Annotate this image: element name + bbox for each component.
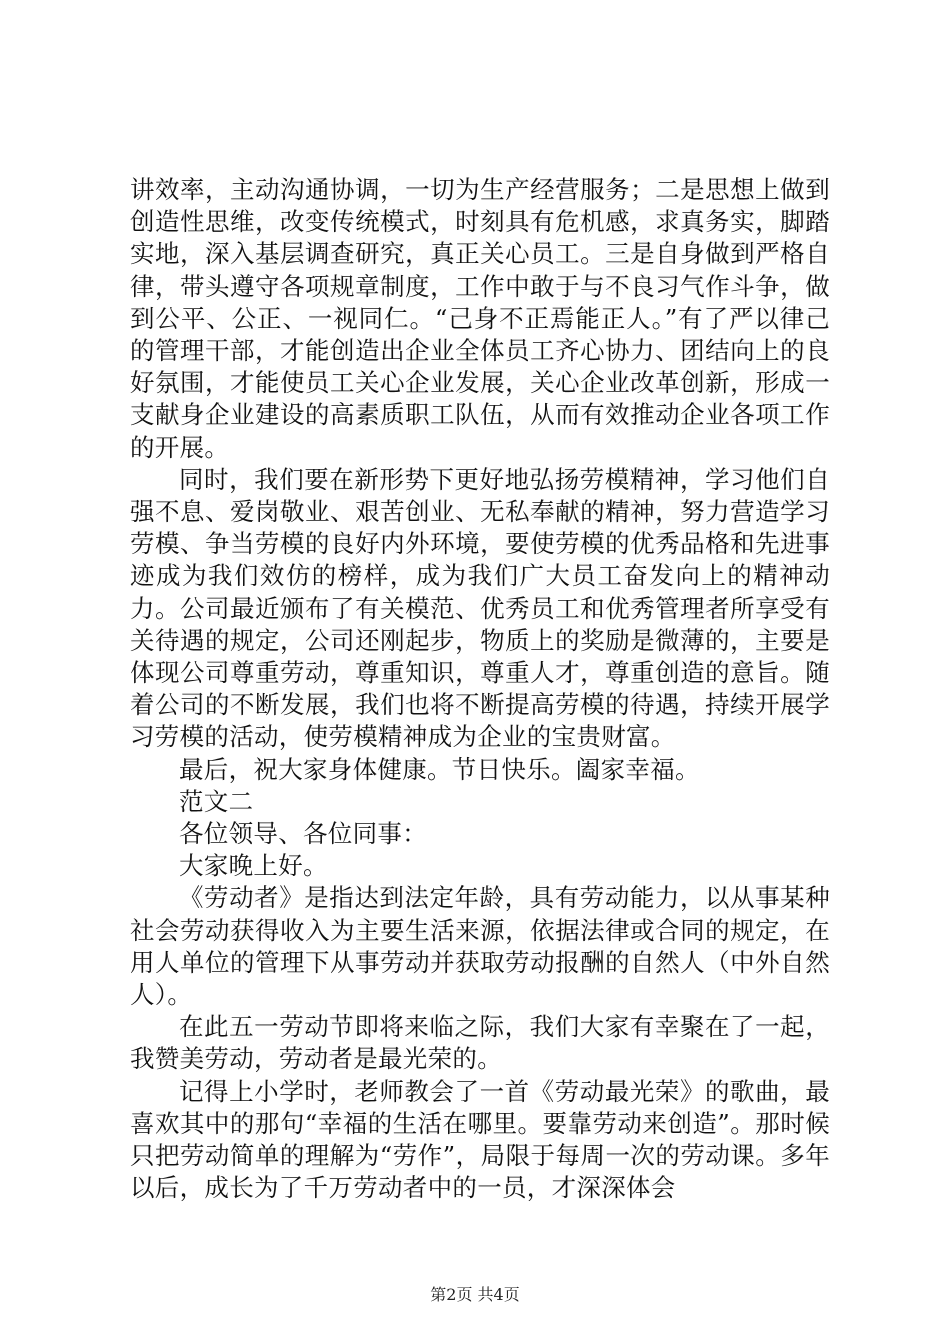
greeting: 大家晚上好。 — [179, 851, 328, 881]
paragraph: 《劳动者》是指达到法定年龄，具有劳动能力，以从事某种社会劳动获得收入为主要生活来源，依据法律或合同的规定，在用人单位的管理下从事劳动并获取劳动报酬的自然人（中外自然人）。 — [130, 883, 830, 1010]
salutation: 各位领导、各位同事： — [179, 819, 427, 849]
section-heading: 范文二 — [179, 786, 254, 816]
document-body — [130, 174, 830, 1205]
paragraph: 在此五一劳动节即将来临之际，我们大家有幸聚在了一起，我赞美劳动，劳动者是最光荣的。 — [130, 1012, 830, 1074]
paragraph: 记得上小学时，老师教会了一首《劳动最光荣》的歌曲，最喜欢其中的那句“幸福的生活在哪里。要靠劳动来创造”。那时候只把劳动简单的理解为“劳作”，局限于每周一次的劳动课。多年以后，成长为了千万劳动者中的一员，才深深体会 — [130, 1076, 830, 1203]
page-number-footer: 第2页 共4页 — [430, 1285, 520, 1304]
paragraph: 同时，我们要在新形势下更好地弘扬劳模精神，学习他们自强不息、爱岗敬业、艰苦创业、无私奉献的精神，努力营造学习劳模、争当劳模的良好内外环境，要使劳模的优秀品格和先进事迹成为我们效仿的榜样，成为我们广大员工奋发向上的精神动力。公司最近颁布了有关模范、优秀员工和优秀管理者所享受有关待遇的规定，公司还刚起步，物质上的奖励是微薄的，主要是体现公司尊重劳动，尊重知识，尊重人才，尊重创造的意旨。随着公司的不断发展，我们也将不断提高劳模的待遇，持续开展学习劳模的活动，使劳模精神成为企业的宝贵财富。 — [130, 464, 830, 752]
paragraph: 最后，祝大家身体健康。节日快乐。阖家幸福。 — [179, 754, 700, 784]
paragraph: 讲效率，主动沟通协调，一切为生产经营服务；二是思想上做到创造性思维，改变传统模式，时刻具有危机感，求真务实，脚踏实地，深入基层调查研究，真正关心员工。三是自身做到严格自律，带头遵守各项规章制度，工作中敢于与不良习气作斗争，做到公平、公正、一视同仁。“己身不正焉能正人。”有了严以律己的管理干部，才能创造出企业全体员工齐心协力、团结向上的良好氛围，才能使员工关心企业发展，关心企业改革创新，形成一支献身企业建设的高素质职工队伍，从而有效推动企业各项工作的开展。 — [130, 175, 830, 462]
